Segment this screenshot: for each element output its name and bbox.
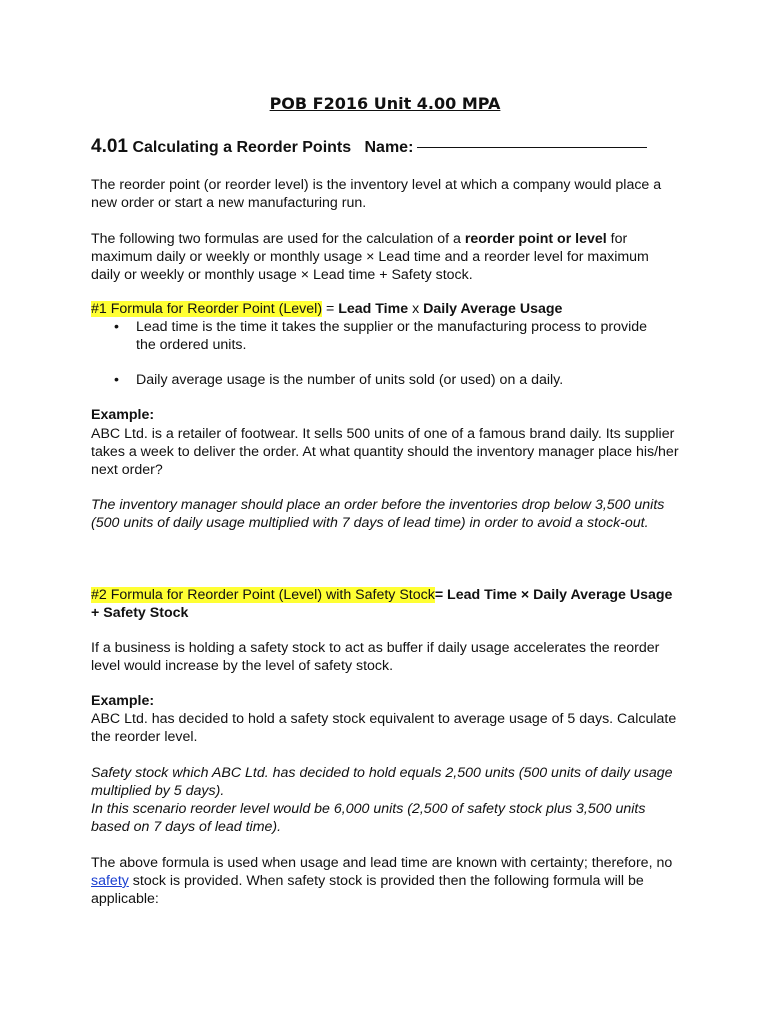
example1-answer-text: The inventory manager should place an order before the inventories drop below 3,500 units (500 units of daily usage multiplied with 7 days of lead time) in order to avoid a stock-out. — [91, 497, 665, 531]
example2-answer2 — [91, 800, 681, 836]
example2-label — [91, 692, 681, 710]
formula2-line — [91, 586, 681, 622]
formula1-term2: Daily Average Usage — [423, 301, 563, 317]
bullet-icon: • — [114, 372, 119, 388]
formulas-intro-pre: The following two formulas are used for the calculation of a — [91, 231, 465, 247]
example2-text: ABC Ltd. has decided to hold a safety stock equivalent to average usage of 5 days. Calculate the reorder level. — [91, 711, 677, 745]
formula1-op: x — [408, 301, 424, 317]
formulas-intro-bold: reorder point or level — [464, 231, 607, 247]
safety-link[interactable]: safety — [91, 873, 129, 889]
closing-post: stock is provided. When safety stock is provided then the following formula will be applicable: — [91, 873, 644, 907]
intro-paragraph: The reorder point (or reorder level) is the inventory level at which a company would place a new order or start a new manufacturing run. — [91, 177, 662, 211]
formulas-intro-post: for maximum daily or weekly or monthly usage × Lead time and a reorder level for maximum daily or weekly or monthly usage × Lead time + Safety stock. — [91, 231, 649, 283]
closing-paragraph — [91, 854, 681, 908]
section-title: Calculating a Reorder Points — [132, 139, 352, 156]
bullet-text: Daily average usage is the number of units sold (or used) on a daily. — [136, 372, 564, 388]
example2-answer1 — [91, 764, 681, 800]
bullet-text: Lead time is the time it takes the supplier or the manufacturing process to provide the ordered units. — [136, 319, 648, 353]
name-blank-line[interactable] — [417, 147, 647, 148]
section-heading — [91, 136, 647, 158]
formula2-highlight: #2 Formula for Reorder Point (Level) with Safety Stock — [91, 587, 435, 603]
safety-paragraph: If a business is holding a safety stock to act as buffer if daily usage accelerates the reorder level would increase by the level of safety stock. — [91, 640, 660, 674]
name-label: Name: — [364, 139, 414, 156]
closing-pre: The above formula is used when usage and lead time are known with certainty; therefore, no — [91, 855, 673, 871]
example2-answer1-text: Safety stock which ABC Ltd. has decided to hold equals 2,500 units (500 units of daily usage multiplied by 5 days). — [91, 765, 673, 799]
section-number: 4.01 — [91, 136, 128, 157]
formula1-term1: Lead Time — [338, 301, 409, 317]
formula1-line — [91, 300, 681, 318]
example1-answer — [91, 496, 681, 532]
example2-answer2-text: In this scenario reorder level would be 6,000 units (2,500 of safety stock plus 3,500 units based on 7 days of lead time). — [91, 801, 646, 835]
document-title: POB F2016 Unit 4.00 MPA — [269, 94, 501, 113]
bullet-icon: • — [114, 319, 119, 335]
example2-label-text: Example: — [91, 693, 155, 709]
example1-text: ABC Ltd. is a retailer of footwear. It sells 500 units of one of a famous brand daily. Its supplier takes a week to deliver the order. At what quantity should the inventory manager place his/her next order? — [91, 426, 679, 478]
formula2-rest: = Lead Time × Daily Average Usage + Safety Stock — [91, 587, 673, 621]
formula1-eq: = — [322, 301, 339, 317]
formula1-highlight: #1 Formula for Reorder Point (Level) — [91, 301, 323, 317]
example1-label — [91, 406, 681, 424]
example1-label-text: Example: — [91, 407, 155, 423]
formulas-intro-paragraph — [91, 230, 681, 284]
